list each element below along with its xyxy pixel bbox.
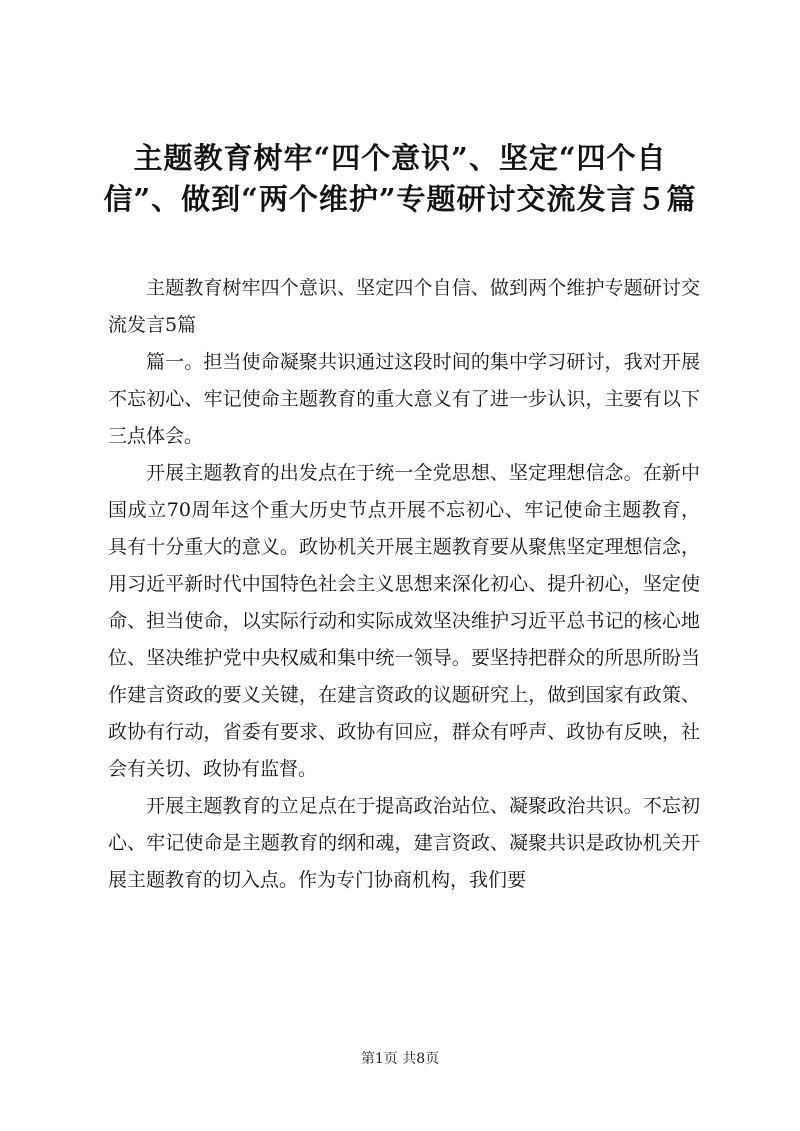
page-footer: 第1页 共8页 xyxy=(360,1051,440,1067)
paragraph-point-one: 开展主题教育的出发点在于统一全党思想、坚定理想信念。在新中国成立70周年这个重大历史节点开展不忘初心、牢记使命主题教育，具有十分重大的意义。政协机关开展主题教育要从聚焦坚定理想信念，用习近平新时代中国特色社会主义思想来深化初心、提升初心，坚定使命、担当使命，以实际行动和实际成效坚决维护习近平总书记的核心地位、坚决维护党中央权威和集中统一领导。要坚持把群众的所思所盼当作建言资政的要义关键，在建言资政的议题研究上，做到国家有政策、政协有行动，省委有要求、政协有回应，群众有呼声、政协有反映，社会有关切、政协有监督。 xyxy=(108,462,700,780)
paragraph-intro: 篇一。担当使命凝聚共识通过这段时间的集中学习研讨，我对开展不忘初心、牢记使命主题教育的重大意义有了进一步认识，主要有以下三点体会。 xyxy=(108,351,700,447)
document-body xyxy=(108,270,700,899)
paragraph-point-two: 开展主题教育的立足点在于提高政治站位、凝聚政治共识。不忘初心、牢记使命是主题教育的纲和魂，建言资政、凝聚共识是政协机关开展主题教育的切入点。作为专门协商机构，我们要 xyxy=(108,795,700,891)
document-title: 主题教育树牢“四个意识”、坚定“四个自信”、做到“两个维护”专题研讨交流发言５篇 xyxy=(103,141,697,216)
paragraph-subtitle: 主题教育树牢四个意识、坚定四个自信、做到两个维护专题研讨交流发言5篇 xyxy=(108,277,700,336)
